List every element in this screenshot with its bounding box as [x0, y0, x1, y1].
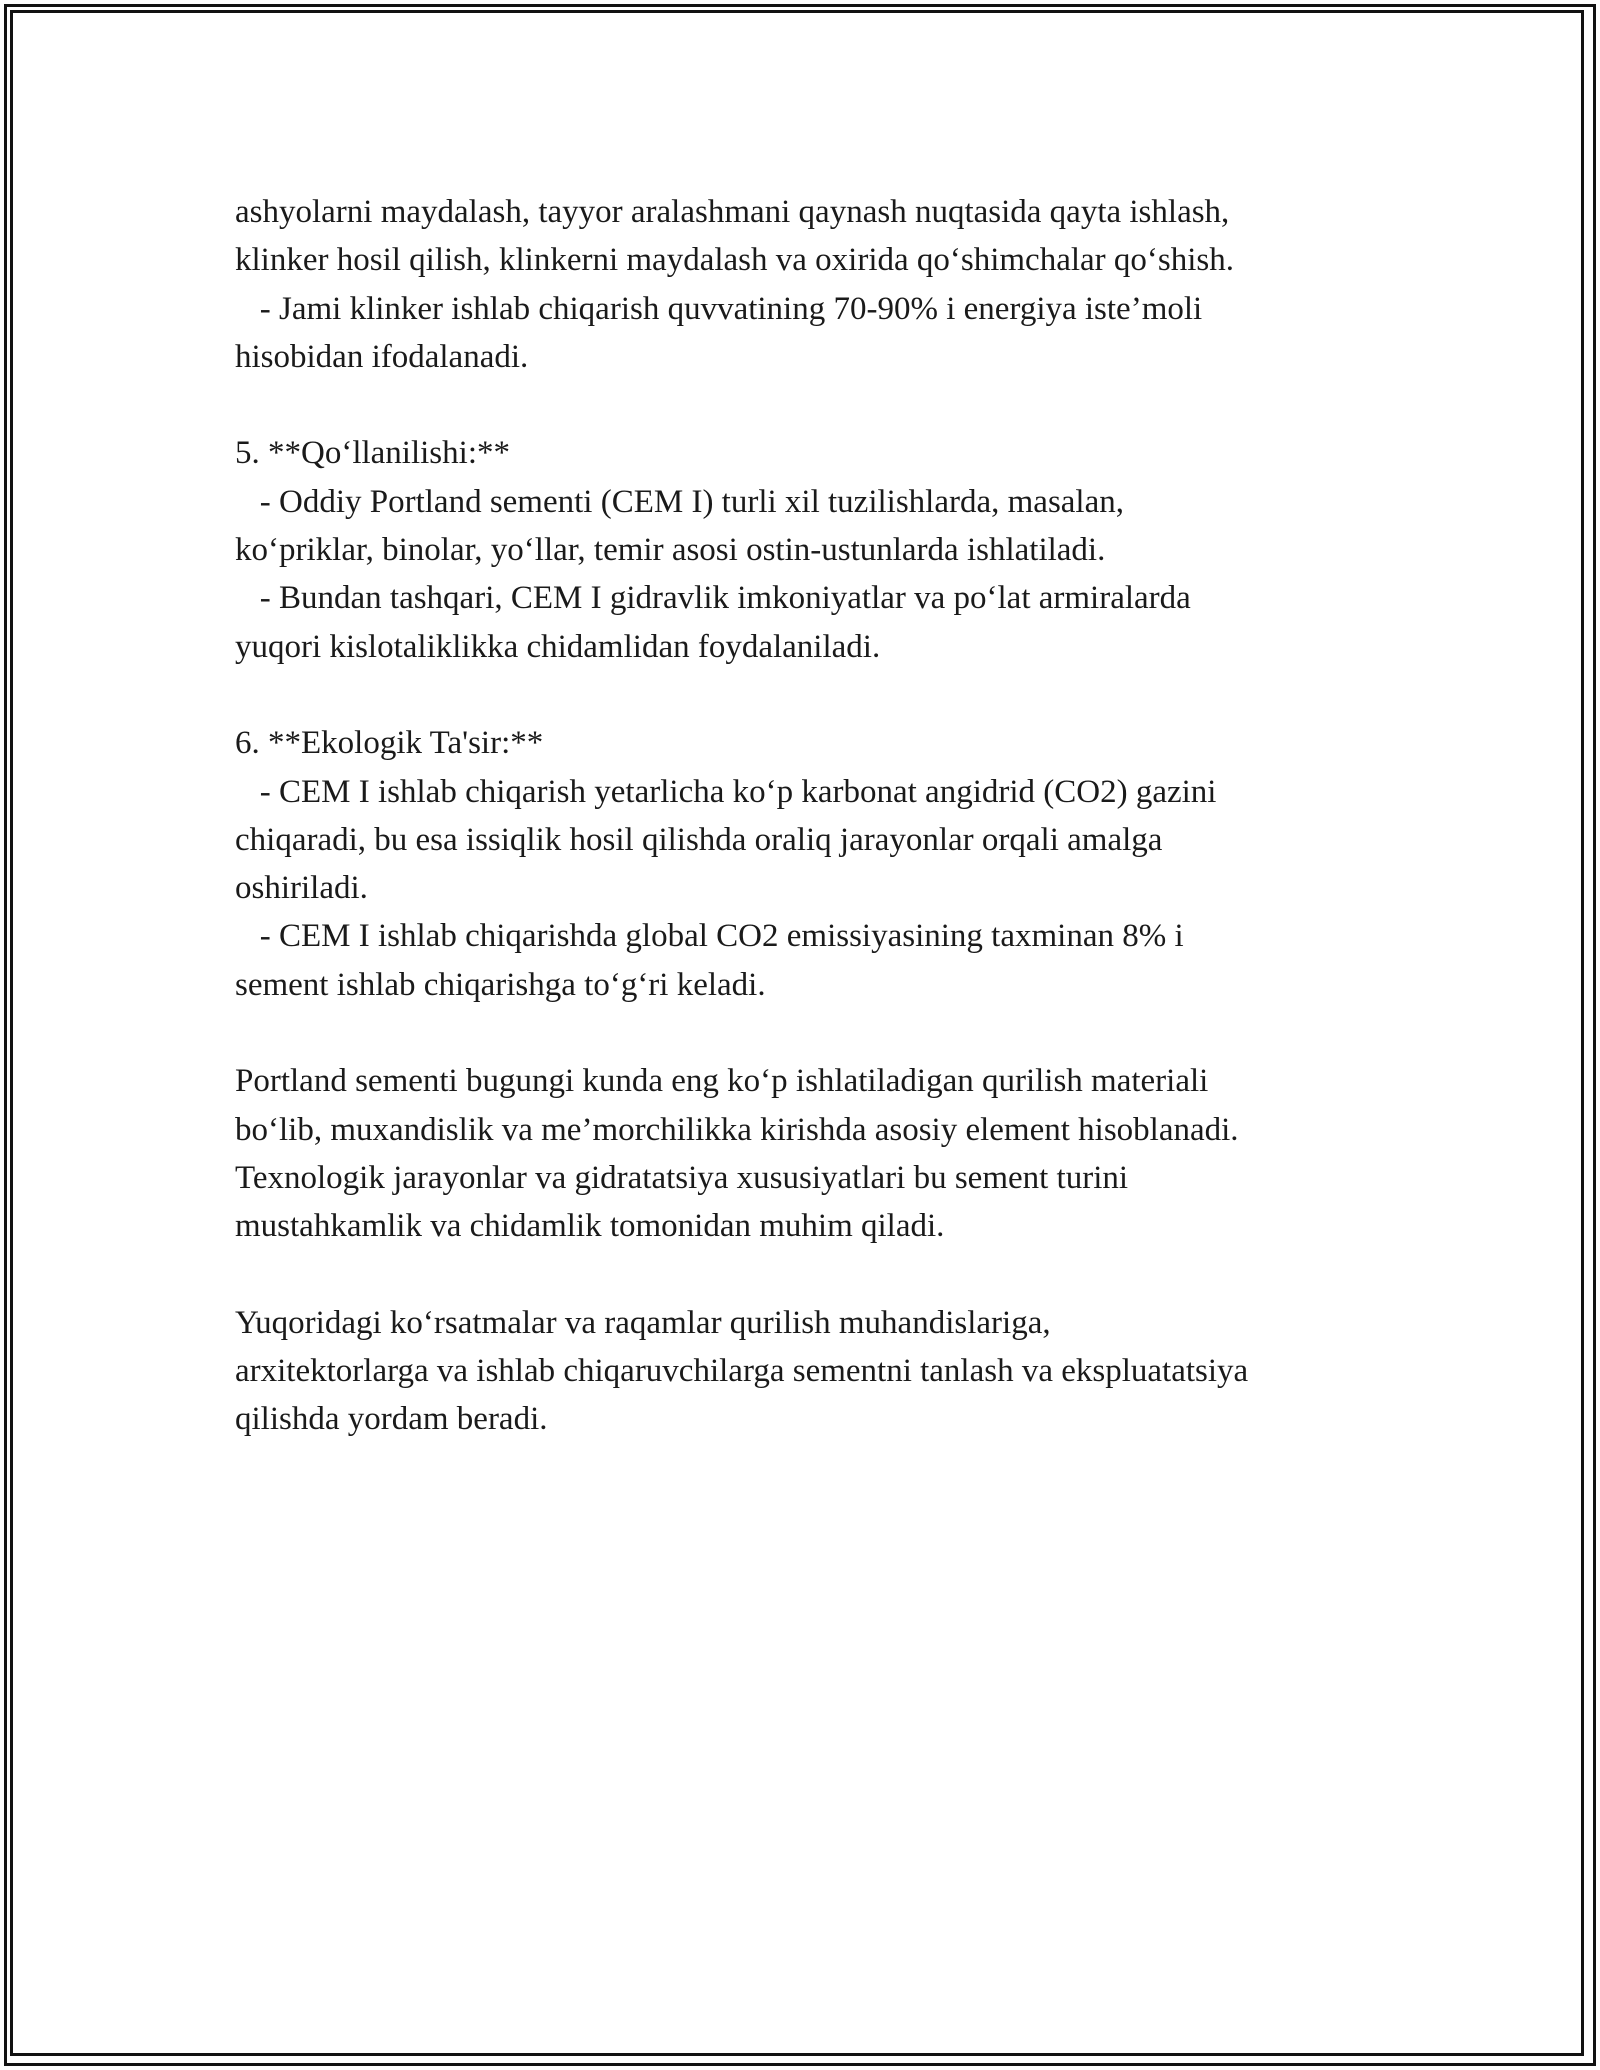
text-line: - Oddiy Portland sementi (CEM I) turli xil tuzilishlarda, masalan, [235, 483, 1125, 520]
blank-line [235, 1251, 1410, 1299]
text-line: Texnologik jarayonlar va gidratatsiya xususiyatlari bu sement turini [235, 1159, 1129, 1196]
text-line: - Jami klinker ishlab chiqarish quvvatining 70-90% i energiya iste’moli [235, 290, 1203, 327]
text-line: chiqaradi, bu esa issiqlik hosil qilishda oraliq jarayonlar orqali amalga [235, 821, 1163, 858]
text-line: qilishda yordam beradi. [235, 1401, 548, 1438]
text-line: mustahkamlik va chidamlik tomonidan muhim qiladi. [235, 1208, 945, 1245]
text-line: sement ishlab chiqarishga to‘g‘ri keladi. [235, 966, 766, 1003]
text-line: - CEM I ishlab chiqarishda global CO2 emissiyasining taxminan 8% i [235, 918, 1184, 955]
text-line: ko‘priklar, binolar, yo‘llar, temir asosi ostin-ustunlarda ishlatiladi. [235, 532, 1106, 569]
blank-line [235, 1009, 1410, 1057]
text-line: hisobidan ifodalanadi. [235, 338, 529, 375]
blank-line [235, 671, 1410, 719]
text-line: Portland sementi bugungi kunda eng ko‘p ishlatiladigan qurilish materiali [235, 1063, 1209, 1100]
text-line: ashyolarni maydalash, tayyor aralashmani qaynash nuqtasida qayta ishlash, [235, 194, 1230, 230]
document-body [235, 188, 1410, 1444]
text-line: oshiriladi. [235, 870, 368, 907]
blank-line [235, 381, 1410, 429]
text-line: Yuqoridagi ko‘rsatmalar va raqamlar qurilish muhandislariga, [235, 1304, 1051, 1341]
text-line: yuqori kislotaliklikka chidamlidan foydalaniladi. [235, 628, 881, 665]
text-line: klinker hosil qilish, klinkerni maydalash va oxirida qo‘shimchalar qo‘shish. [235, 242, 1234, 279]
section-heading-6: 6. **Ekologik Ta'sir:** [235, 725, 544, 762]
text-line: - CEM I ishlab chiqarish yetarlicha ko‘p karbonat angidrid (CO2) gazini [235, 773, 1217, 810]
text-line: bo‘lib, muxandislik va me’morchilikka kirishda asosiy element hisoblanadi. [235, 1111, 1239, 1148]
section-heading-5: 5. **Qo‘llanilishi:** [235, 435, 510, 472]
text-line: arxitektorlarga va ishlab chiqaruvchilarga sementni tanlash va ekspluatatsiya [235, 1353, 1249, 1390]
text-line: - Bundan tashqari, CEM I gidravlik imkoniyatlar va po‘lat armiralarda [235, 580, 1191, 617]
